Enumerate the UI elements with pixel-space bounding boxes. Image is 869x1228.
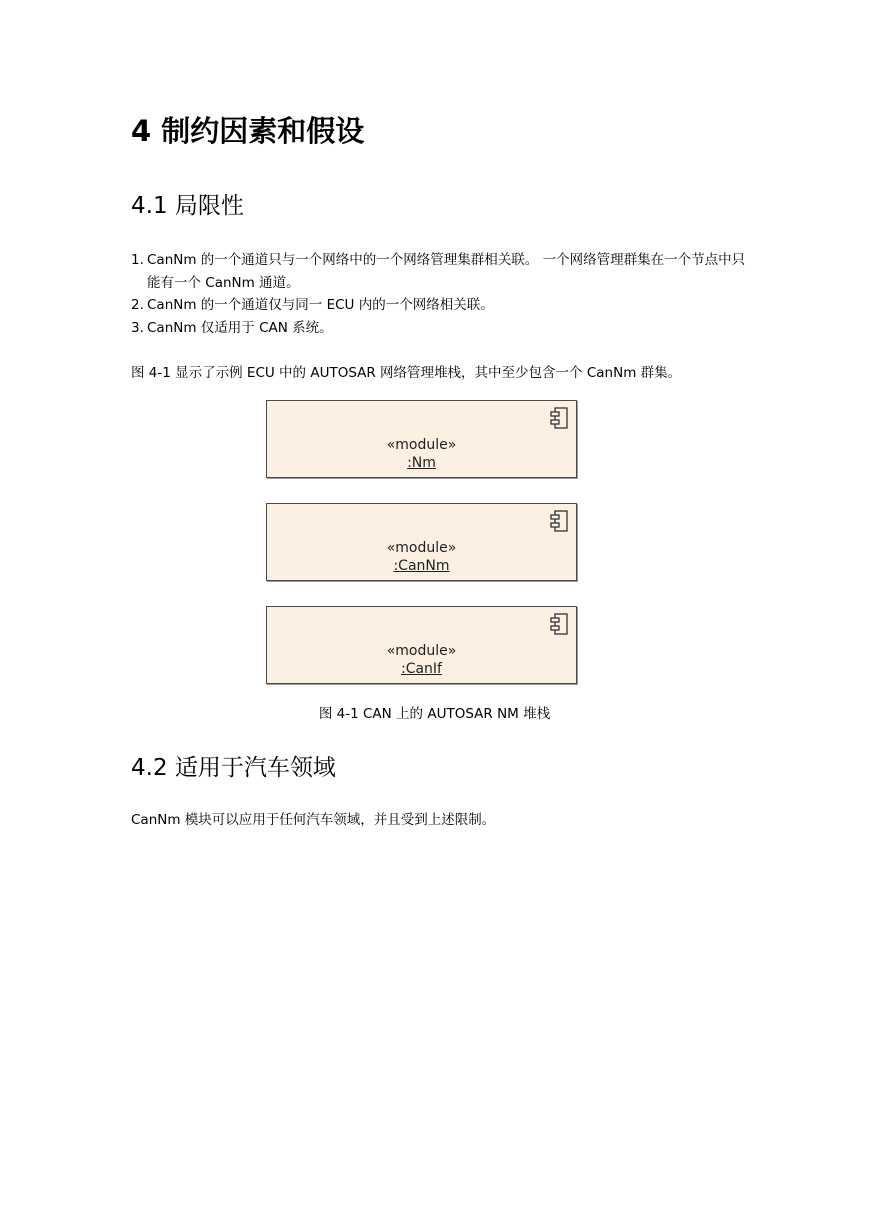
component-icon: [550, 407, 568, 429]
limitations-list: [131, 249, 751, 339]
module-name: :Nm: [407, 455, 436, 471]
list-item-text: CanNm 的一个通道仅与同一 ECU 内的一个网络相关联。: [147, 297, 494, 313]
list-item-number: 1.: [131, 252, 144, 268]
module-name: :CanIf: [400, 661, 442, 677]
component-icon: [550, 510, 568, 532]
section-heading-4-1: 4.1 局限性: [131, 193, 244, 219]
list-item: [131, 317, 751, 340]
list-item: [131, 249, 751, 294]
module-box-canif: [266, 606, 577, 684]
list-item-text: CanNm 的一个通道只与一个网络中的一个网络管理集群相关联。 一个网络管理群集在一个节点中只能有一个 CanNm 通道。: [147, 252, 746, 291]
list-item-number: 3.: [131, 319, 144, 336]
chapter-heading: 4 制约因素和假设: [131, 114, 365, 148]
module-box-cannm: [266, 503, 577, 581]
list-item-text: CanNm 仅适用于 CAN 系统。: [147, 319, 333, 336]
section-heading-4-2: 4.2 适用于汽车领域: [131, 755, 336, 781]
module-stereotype: «module»: [386, 437, 457, 453]
list-item: [131, 294, 751, 317]
module-box-nm: [266, 400, 577, 478]
section-4-2-paragraph: CanNm 模块可以应用于任何汽车领域，并且受到上述限制。: [131, 812, 496, 828]
module-name: :CanNm: [393, 558, 450, 574]
list-item-number: 2.: [131, 297, 144, 313]
module-stereotype: «module»: [386, 540, 457, 556]
component-icon: [550, 613, 568, 635]
figure-caption: 图 4-1 CAN 上的 AUTOSAR NM 堆栈: [318, 706, 551, 722]
module-stereotype: «module»: [386, 643, 457, 659]
figure-intro-paragraph: 图 4-1 显示了示例 ECU 中的 AUTOSAR 网络管理堆栈，其中至少包含一个 CanNm 群集。: [131, 365, 682, 381]
